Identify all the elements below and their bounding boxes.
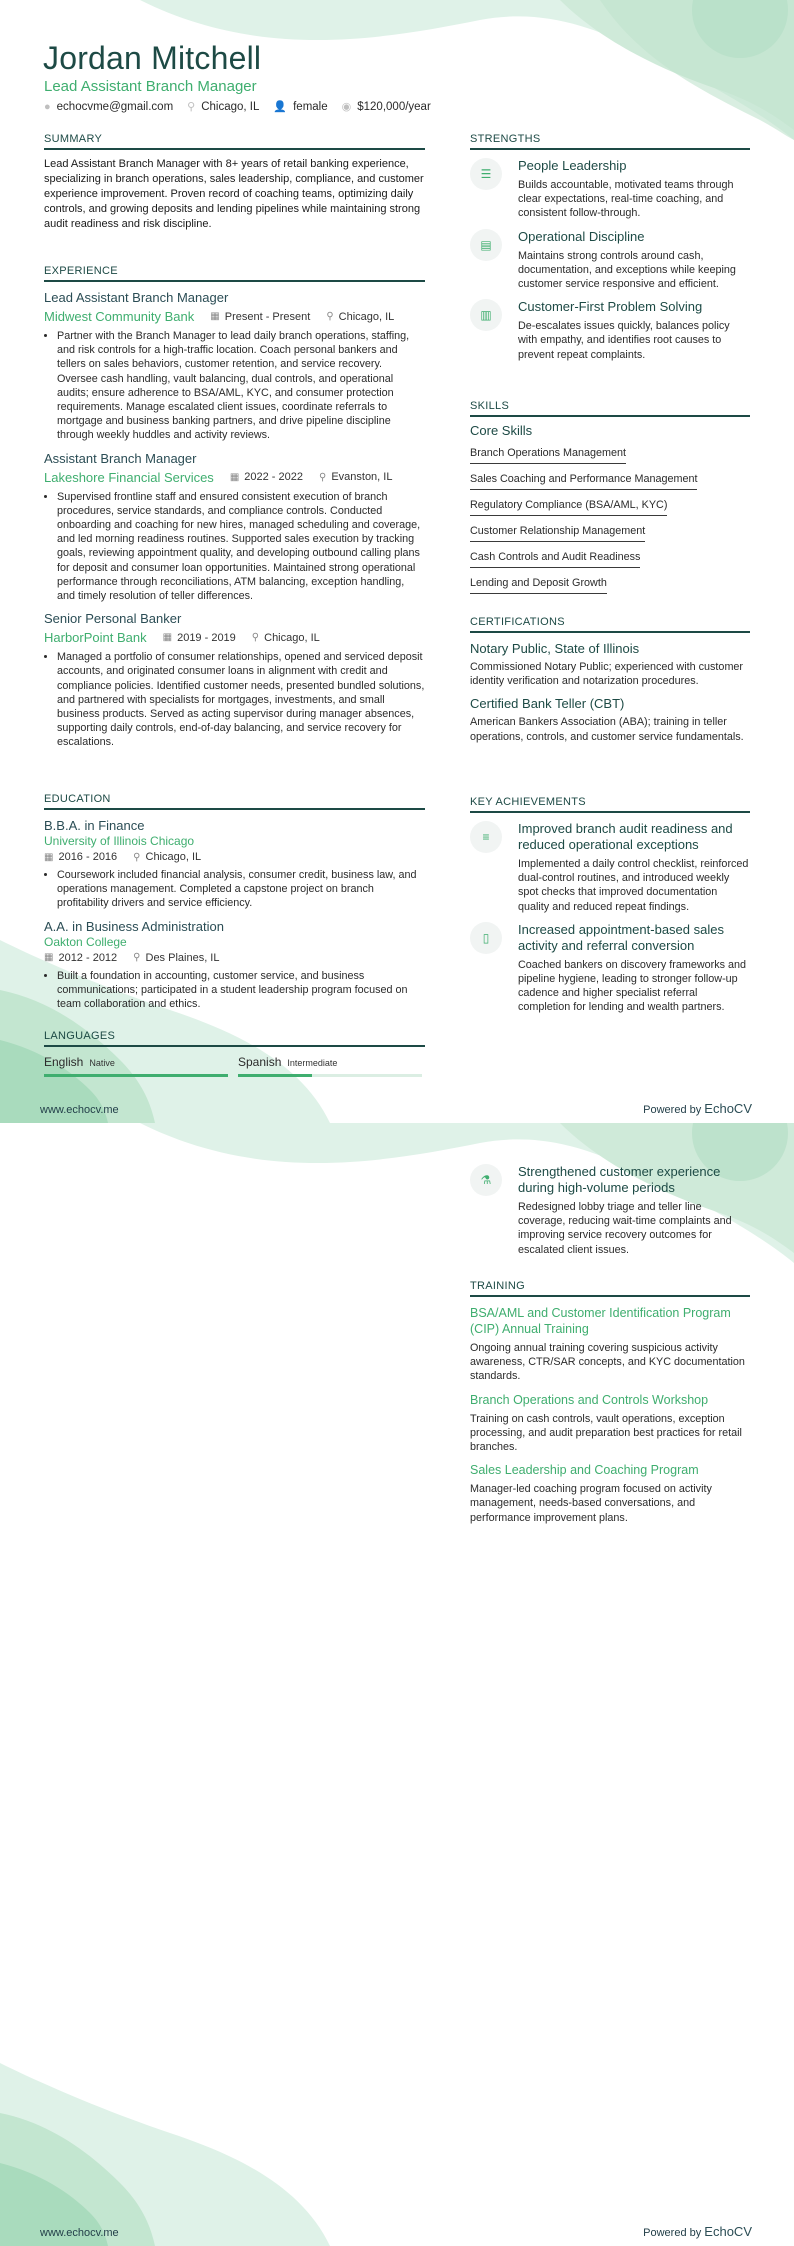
strength-desc: Builds accountable, motivated teams through clear expectations, real-time coaching, and consistent follow-through. xyxy=(518,179,734,220)
calendar-icon: ▦ xyxy=(44,851,54,863)
footer-powered-by: Powered by EchoCV xyxy=(643,2224,752,2239)
email-icon: ● xyxy=(44,100,51,113)
strength-desc: Maintains strong controls around cash, documentation, and exceptions while keeping customer service responsive and efficient. xyxy=(518,249,736,291)
skills-heading: SKILLS xyxy=(470,400,750,417)
language-name: English xyxy=(44,1055,84,1069)
job-entry xyxy=(44,451,425,604)
edu-dates: 2016 - 2016 xyxy=(58,851,118,863)
language-level: Native xyxy=(89,1058,115,1068)
edu-description: • Coursework included financial analysis, consumer credit, business law, and operations management. Completed a capstone project on branch profitability drivers and service efficiency. xyxy=(57,868,425,911)
skill-item: Sales Coaching and Performance Management xyxy=(470,473,697,490)
job-meta xyxy=(44,470,425,485)
certifications-section xyxy=(470,616,750,744)
experience-heading: EXPERIENCE xyxy=(44,265,425,282)
job-location: Chicago, IL xyxy=(264,631,320,644)
strength-desc: De-escalates issues quickly, balances policy with empathy, and identifies root causes to prevent repeat complaints. xyxy=(518,320,730,361)
edu-location: Chicago, IL xyxy=(145,851,202,863)
job-meta xyxy=(44,309,425,324)
training-name: Branch Operations and Controls Workshop xyxy=(470,1392,709,1407)
training-name: Sales Leadership and Coaching Program xyxy=(470,1463,699,1478)
edu-description: • Built a foundation in accounting, customer service, and business communications; participated in a student leadership program focused on team collaboration and ethics. xyxy=(57,969,425,1012)
calendar-icon: ▦ xyxy=(210,311,220,322)
mobile-icon: ▯ xyxy=(470,922,502,954)
experience-section xyxy=(44,265,425,750)
achievement-item xyxy=(470,1164,750,1257)
calendar-icon: ▦ xyxy=(44,952,54,964)
certifications-heading: CERTIFICATIONS xyxy=(470,616,750,633)
skills-section xyxy=(470,400,750,594)
achievement-title: Improved branch audit readiness and reduced operational exceptions xyxy=(518,821,733,852)
job-location: Chicago, IL xyxy=(338,310,395,323)
education-entry xyxy=(44,919,425,1012)
calendar-icon: ▦ xyxy=(229,471,240,483)
training-name: BSA/AML and Customer Identification Program (CIP) Annual Training xyxy=(470,1306,731,1336)
job-description: • Supervised frontline staff and ensured consistent execution of branch procedures, service standards, and compliance controls. Conducted onboarding and coaching for new hires, managed scheduling and coverage, and led morning readiness routines. Supported sales execution by tracking goals, reviewing appointment quality, and developing outbound calling plans for deposit and consumer loan opportunities. Maintained strong operational performance through reconciliations, ATM balancing, exception handling, and timely resolution of teller differences. xyxy=(57,490,425,604)
languages-heading: LANGUAGES xyxy=(44,1030,425,1047)
skill-item: Regulatory Compliance (BSA/AML, KYC) xyxy=(470,499,667,516)
summary-section xyxy=(44,133,425,232)
summary-heading: SUMMARY xyxy=(44,133,425,150)
strengths-section xyxy=(470,133,750,362)
skill-item: Cash Controls and Audit Readiness xyxy=(470,551,640,568)
language-item xyxy=(238,1053,422,1077)
edu-school: University of Illinois Chicago xyxy=(44,834,195,848)
calendar-icon: ▦ xyxy=(162,632,173,644)
achievement-item xyxy=(470,922,750,1015)
footer-website[interactable]: www.echocv.me xyxy=(40,2227,119,2239)
edu-degree: B.B.A. in Finance xyxy=(44,818,145,833)
edu-dates: 2012 - 2012 xyxy=(58,951,118,964)
contact-email[interactable]: ● echocvme@gmail.com xyxy=(44,100,174,113)
education-heading: EDUCATION xyxy=(44,793,425,810)
location-icon: ⚲ xyxy=(326,311,334,322)
cert-desc: Commissioned Notary Public; experienced with customer identity verification and notarization procedures. xyxy=(470,661,744,688)
footer-powered-by: Powered by EchoCV xyxy=(643,1101,752,1116)
language-bar-fill xyxy=(44,1074,228,1077)
location-icon: ⚲ xyxy=(318,471,327,483)
job-company: HarborPoint Bank xyxy=(44,630,147,646)
job-dates: Present - Present xyxy=(224,310,311,323)
resume-page-2 xyxy=(0,1123,794,2246)
achievement-title: Strengthened customer experience during high-volume periods xyxy=(518,1164,721,1195)
location-icon: ⚲ xyxy=(133,952,141,964)
training-heading: TRAINING xyxy=(470,1280,750,1297)
strength-title: Customer-First Problem Solving xyxy=(518,299,703,315)
job-entry xyxy=(44,611,425,749)
achievements-section xyxy=(470,796,750,1015)
language-name: Spanish xyxy=(238,1055,282,1069)
education-entry xyxy=(44,818,425,911)
training-desc: Training on cash controls, vault operations, exception processing, and audit preparation best practices for retail branches. xyxy=(470,1412,742,1454)
job-company: Midwest Community Bank xyxy=(44,309,195,324)
flask-icon: ⚗ xyxy=(470,1164,502,1196)
achievement-desc: Implemented a daily control checklist, reinforced dual-control routines, and introduced weekly spot checks that improved documentation quality and reduced repeat findings. xyxy=(518,858,749,913)
lines-icon: ☰ xyxy=(470,158,502,190)
job-dates: 2019 - 2019 xyxy=(177,631,236,644)
location-icon: ⚲ xyxy=(251,632,260,644)
skills-subheading: Core Skills xyxy=(470,423,533,438)
strengths-heading: STRENGTHS xyxy=(470,133,750,150)
job-entry xyxy=(44,290,425,443)
candidate-title: Lead Assistant Branch Manager xyxy=(44,78,257,95)
job-title: Senior Personal Banker xyxy=(44,611,182,627)
footer-brand[interactable]: EchoCV xyxy=(704,2224,752,2239)
candidate-name: Jordan Mitchell xyxy=(43,40,262,76)
strength-item xyxy=(470,158,750,221)
chart-icon: ▥ xyxy=(470,299,502,331)
skill-item: Customer Relationship Management xyxy=(470,525,645,542)
education-section xyxy=(44,793,425,1011)
achievements-heading: KEY ACHIEVEMENTS xyxy=(470,796,750,813)
language-level: Intermediate xyxy=(287,1058,338,1068)
skill-item: Branch Operations Management xyxy=(470,447,626,464)
strength-item xyxy=(470,229,750,292)
edu-school: Oakton College xyxy=(44,934,127,949)
strength-title: Operational Discipline xyxy=(518,228,645,244)
document-icon: ▤ xyxy=(470,229,502,261)
job-description: • Partner with the Branch Manager to lead daily branch operations, staffing, and risk controls for a high-traffic location. Coach personal bankers and tellers on sales behaviors, customer retention, and service recovery. Oversee cash handling, vault balancing, dual controls, and operational audits; ensure adherence to BSA/AML, KYC, and consumer protection requirements. Manage escalated client issues, coordinate referrals to mortgage and business banking partners, and drive pipeline discipline through weekly huddles and activity reviews. xyxy=(57,329,425,443)
job-title: Lead Assistant Branch Manager xyxy=(44,290,229,305)
salary-icon: ◉ xyxy=(341,101,352,113)
achievements-continued xyxy=(470,1156,750,1257)
job-meta xyxy=(44,630,425,645)
language-bar xyxy=(238,1074,422,1077)
language-bar-fill xyxy=(238,1074,312,1077)
summary-text: Lead Assistant Branch Manager with 8+ years of retail banking experience, specializing in branch operations, sales leadership, compliance, and customer experience improvement. Proven record of coaching teams, optimizing daily controls, and growing deposits and lending pipelines while maintaining strong audit readiness and risk discipline. xyxy=(44,158,424,230)
training-desc: Ongoing annual training covering suspicious activity awareness, CTR/SAR concepts, and KYC documentation standards. xyxy=(470,1342,745,1383)
achievement-desc: Redesigned lobby triage and teller line coverage, reducing wait-time complaints and improving service recovery outcomes for escalated client issues. xyxy=(518,1201,732,1256)
cert-name: Certified Bank Teller (CBT) xyxy=(470,696,625,712)
achievement-desc: Coached bankers on discovery frameworks and pipeline hygiene, leading to stronger follow-up cadence and higher specialist referral completion for lending and wealth partners. xyxy=(518,958,747,1014)
skill-item: Lending and Deposit Growth xyxy=(470,577,607,594)
achievement-item xyxy=(470,821,750,914)
edu-location: Des Plaines, IL xyxy=(145,951,220,964)
training-desc: Manager-led coaching program focused on activity management, needs-based conversations, and performance improvement plans. xyxy=(470,1483,712,1524)
job-dates: 2022 - 2022 xyxy=(244,471,303,484)
job-location: Evanston, IL xyxy=(331,471,393,484)
strength-item xyxy=(470,299,750,362)
footer-website[interactable]: www.echocv.me xyxy=(40,1104,119,1116)
job-company: Lakeshore Financial Services xyxy=(44,469,214,485)
achievement-title: Increased appointment-based sales activity and referral conversion xyxy=(518,921,724,953)
contact-gender: 👤 female xyxy=(273,100,328,113)
language-item xyxy=(44,1053,228,1077)
strength-title: People Leadership xyxy=(518,158,627,173)
languages-section xyxy=(44,1030,425,1077)
job-title: Assistant Branch Manager xyxy=(44,450,197,466)
location-icon: ⚲ xyxy=(187,101,196,113)
contact-list xyxy=(44,100,431,113)
cert-name: Notary Public, State of Illinois xyxy=(470,641,640,656)
list-icon: ≡ xyxy=(470,821,502,853)
contact-location: ⚲ Chicago, IL xyxy=(187,100,260,113)
footer-brand[interactable]: EchoCV xyxy=(704,1101,752,1116)
job-description: • Managed a portfolio of consumer relationships, opened and serviced deposit accounts, and originated consumer loans in alignment with credit and compliance policies. Identified customer needs, presented bundled solutions, and partnered with specialists for mortgages, investments, and small business products. Served as acting supervisor during manager absences, supporting daily controls, end-of-day balancing, and service recovery for escalations. xyxy=(57,650,425,749)
edu-degree: A.A. in Business Administration xyxy=(44,918,224,934)
person-icon: 👤 xyxy=(273,101,288,113)
location-icon: ⚲ xyxy=(133,851,141,863)
training-section xyxy=(470,1280,750,1525)
language-bar xyxy=(44,1074,228,1077)
contact-salary: ◉ $120,000/year xyxy=(341,100,431,113)
cert-desc: American Bankers Association (ABA); training in teller operations, controls, and customer service fundamentals. xyxy=(470,716,744,743)
